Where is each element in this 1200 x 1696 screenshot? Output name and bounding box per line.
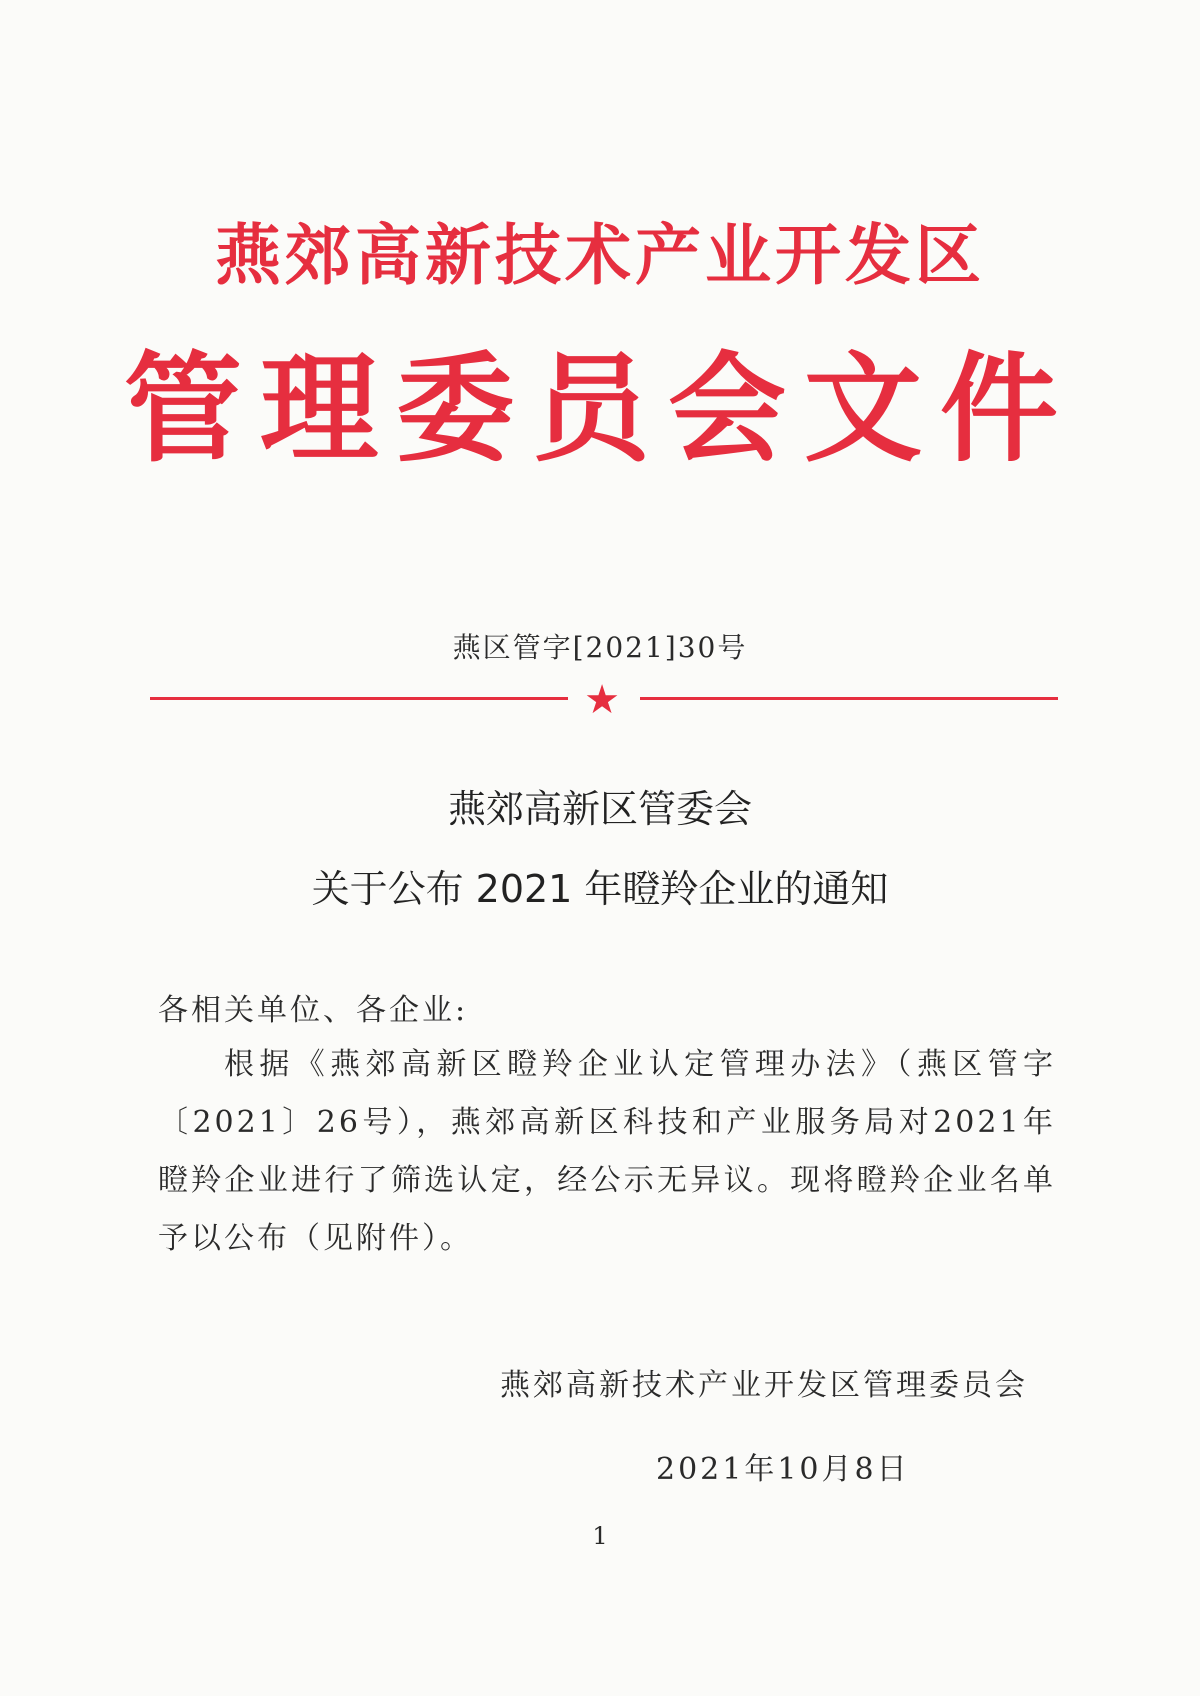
page-number: 1 <box>592 1522 608 1550</box>
body-paragraph: 根据《燕郊高新区瞪羚企业认定管理办法》（燕区管字〔2021〕26号），燕郊高新区科技和产业服务局对2021年瞪羚企业进行了筛选认定，经公示无异议。现将瞪羚企业名单予以公布（见附件）。 <box>158 1047 1056 1256</box>
issuer-header-line2: 管理委员会文件 <box>123 339 1076 478</box>
signature-date: 2021年10月8日 <box>656 1452 910 1487</box>
notice-title-line1: 燕郊高新区管委会 <box>447 787 752 831</box>
salutation: 各相关单位、各企业: <box>158 993 469 1028</box>
document-number: 燕区管字[2021]30号 <box>452 631 748 664</box>
issuer-header-line1: 燕郊高新技术产业开发区 <box>215 216 985 294</box>
divider-left-bar <box>150 697 568 700</box>
divider-right-bar <box>640 697 1058 700</box>
notice-title-line2: 关于公布 2021 年瞪羚企业的通知 <box>311 867 889 911</box>
signature-issuer: 燕郊高新技术产业开发区管理委员会 <box>500 1368 1028 1403</box>
star-icon: ★ <box>584 677 620 723</box>
